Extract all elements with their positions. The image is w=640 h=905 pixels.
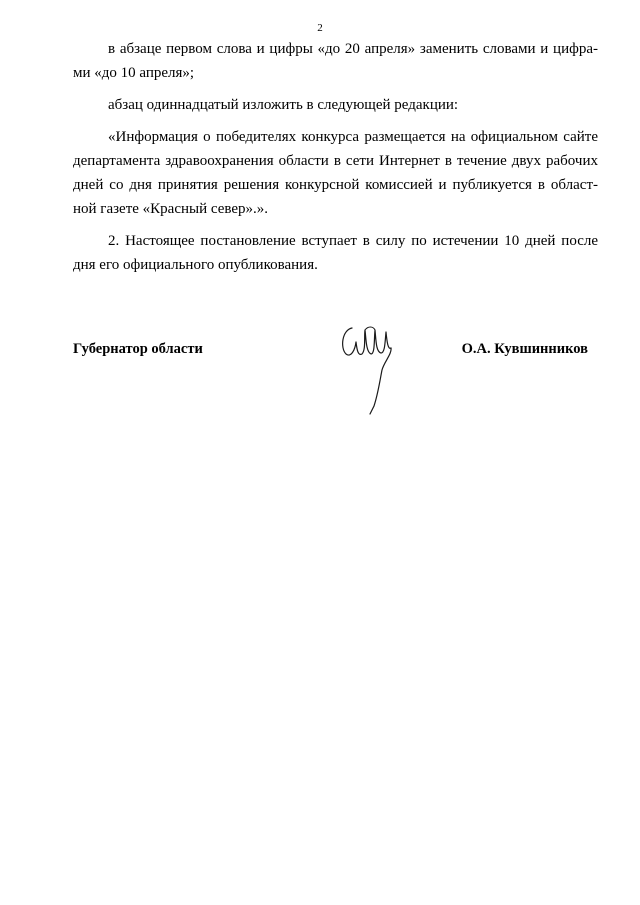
paragraph-effective-date: 2. Настоящее постановление вступает в силу по истечении 10 дней после дня его официального опубликования. bbox=[73, 233, 598, 273]
signatory-name: О.А. Кувшинников bbox=[461, 341, 588, 357]
handwritten-signature bbox=[338, 322, 402, 418]
document-body bbox=[73, 37, 598, 285]
signatory-title: Губернатор области bbox=[73, 341, 203, 357]
signature-block bbox=[73, 337, 598, 361]
page-number: 2 bbox=[317, 22, 323, 34]
paragraph-amendment-1: в абзаце первом слова и цифры «до 20 апреля» заменить словами и цифра-ми «до 10 апреля»; bbox=[73, 41, 598, 81]
paragraph-quoted-text: «Информация о победителях конкурса размещается на официальном сайте департамента здравоохранения области в сети Интернет в течение двух рабочих дней со дня принятия решения конкурсной комиссией и публикуется в област-ной газете «Красный север».». bbox=[73, 129, 598, 217]
paragraph-amendment-2: абзац одиннадцатый изложить в следующей редакции: bbox=[108, 97, 459, 113]
